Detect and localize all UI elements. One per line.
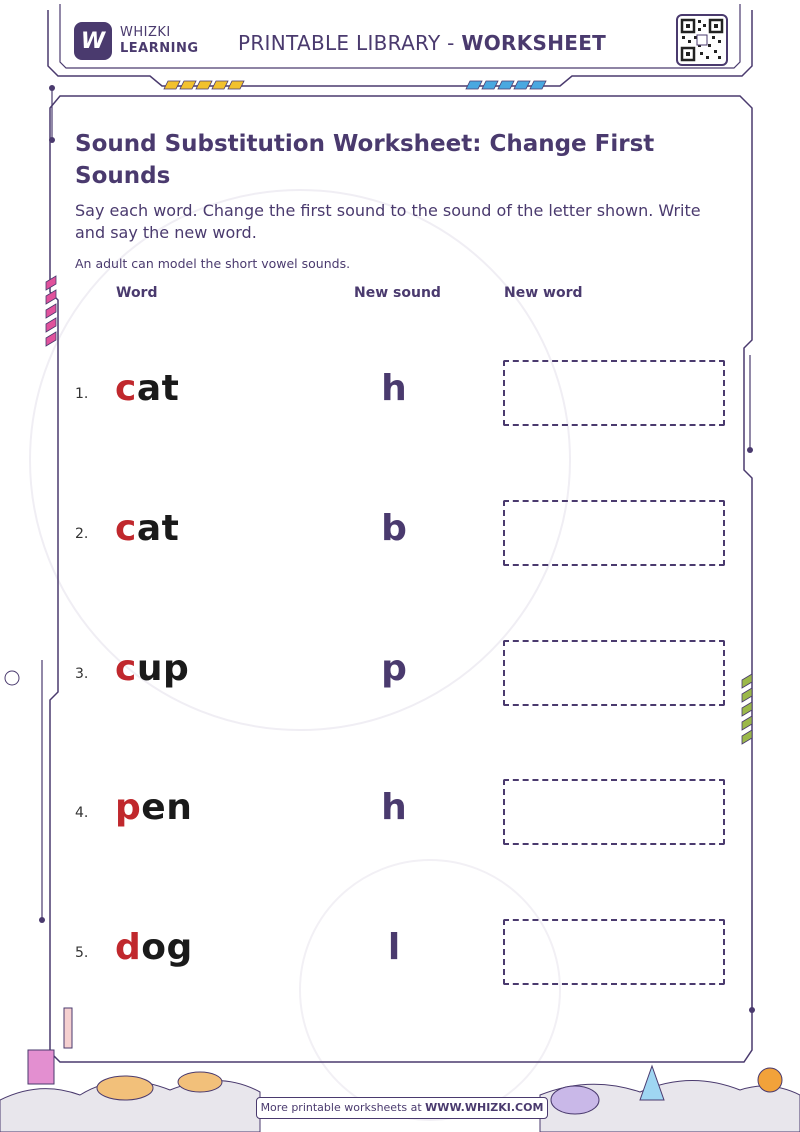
header-title-prefix: PRINTABLE LIBRARY - <box>238 31 462 55</box>
word-first-letter: c <box>115 368 137 409</box>
word-first-letter: p <box>115 787 142 828</box>
answer-box[interactable] <box>503 500 725 566</box>
qr-code-icon[interactable] <box>676 14 728 66</box>
answer-box[interactable] <box>503 919 725 985</box>
new-sound-letter: h <box>381 787 407 828</box>
word-rest: at <box>136 368 180 409</box>
footer-link[interactable]: WWW.WHIZKI.COM <box>425 1101 544 1114</box>
row-number: 1. <box>75 386 89 402</box>
logo-text <box>120 25 199 57</box>
column-header-word: Word <box>116 285 158 301</box>
row-number: 5. <box>75 945 89 961</box>
word <box>115 787 192 828</box>
word-rest: og <box>141 927 193 968</box>
worksheet-title: Sound Substitution Worksheet: Change First Sounds <box>75 131 655 189</box>
new-sound-letter: p <box>381 648 407 689</box>
row-number: 3. <box>75 666 89 682</box>
logo-mark <box>74 22 112 60</box>
word <box>115 927 193 968</box>
new-sound-letter: h <box>381 368 407 409</box>
column-header-new-sound: New sound <box>354 285 441 301</box>
logo-line1: WHIZKI <box>120 25 171 40</box>
column-header-new-word: New word <box>504 285 583 301</box>
adult-note: An adult can model the short vowel sounds. <box>75 256 351 271</box>
answer-box[interactable] <box>503 779 725 845</box>
word <box>115 508 179 549</box>
word-rest: at <box>136 508 180 549</box>
footer-banner[interactable] <box>256 1097 548 1119</box>
qr-pattern <box>678 16 726 64</box>
word-rest: en <box>141 787 193 828</box>
logo-line2: LEARNING <box>120 41 199 56</box>
instructions: Say each word. Change the first sound to the sound of the letter shown. Write and say the new word. <box>75 201 701 242</box>
word-first-letter: c <box>115 648 137 689</box>
whizki-logo[interactable] <box>74 22 199 60</box>
answer-box[interactable] <box>503 360 725 426</box>
header-title <box>238 31 606 55</box>
row-number: 4. <box>75 805 89 821</box>
row-number: 2. <box>75 526 89 542</box>
new-sound-letter: l <box>387 927 401 968</box>
footer-text: More printable worksheets at <box>260 1101 426 1114</box>
logo-letter: W <box>80 28 106 54</box>
word <box>115 648 189 689</box>
word-first-letter: c <box>115 508 137 549</box>
word-rest: up <box>136 648 190 689</box>
header-title-bold: WORKSHEET <box>461 31 607 55</box>
answer-box[interactable] <box>503 640 725 706</box>
new-sound-letter: b <box>381 508 407 549</box>
word-first-letter: d <box>115 927 142 968</box>
word <box>115 368 179 409</box>
